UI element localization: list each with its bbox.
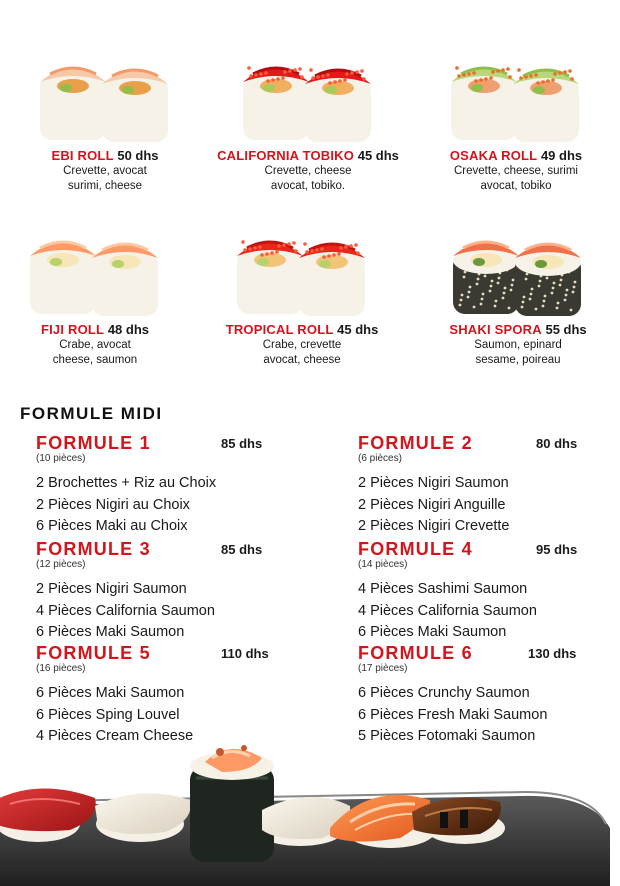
menu-item-osaka-roll <box>421 50 611 194</box>
roll-description-line-1: Saumon, epinard <box>474 339 562 351</box>
formule-item: 2 Brochettes + Riz au Choix <box>36 475 217 491</box>
tropical-roll-image <box>227 224 377 316</box>
formule-item: 5 Pièces Fotomaki Saumon <box>358 728 536 744</box>
roll-description-line-2: sesame, poireau <box>475 354 561 366</box>
formule-item: 6 Pièces Maki au Choix <box>36 518 188 534</box>
formule-item: 6 Pièces Sping Louvel <box>36 706 180 723</box>
roll-name: FIJI ROLL <box>40 322 105 337</box>
roll-description-line-1: Crevette, cheese <box>264 165 352 177</box>
formule-name: FORMULE 2 <box>358 433 473 453</box>
formule-1 <box>36 433 286 538</box>
ebi-roll-image <box>30 50 180 142</box>
formule-item: 4 Pièces California Saumon <box>36 602 215 619</box>
menu-item-fiji-roll <box>0 224 190 368</box>
shaki-spora-image <box>443 224 593 316</box>
formule-item: 4 Pièces California Saumon <box>358 602 537 619</box>
formule-item: 2 Pièces Nigiri Saumon <box>36 581 187 597</box>
roll-description-line-1: Crabe, crevette <box>262 339 342 351</box>
formule-pieces: (10 pièces) <box>36 453 86 464</box>
formule-pieces: (16 pièces) <box>36 663 86 674</box>
roll-description-line-2: avocat, cheese <box>263 354 341 366</box>
roll-price: 50 dhs <box>117 148 159 163</box>
roll-description-line-2: cheese, saumon <box>52 354 138 366</box>
roll-price: 55 dhs <box>545 322 587 337</box>
formule-item: 6 Pièces Maki Saumon <box>36 624 185 640</box>
formule-item: 6 Pièces Crunchy Saumon <box>358 685 530 701</box>
formule-price: 110 dhs <box>221 646 269 661</box>
formule-3 <box>36 539 286 644</box>
roll-description-line-1: Crevette, cheese, surimi <box>454 165 578 177</box>
formule-item: 2 Pièces Nigiri Crevette <box>358 518 510 534</box>
section-title-formule-midi: FORMULE MIDI <box>20 404 163 423</box>
formule-item: 4 Pièces Cream Cheese <box>36 728 194 744</box>
formule-5 <box>36 643 286 748</box>
formule-4 <box>358 539 608 644</box>
menu-item-shaki-spora <box>423 224 613 368</box>
formule-price: 130 dhs <box>528 646 577 661</box>
formule-pieces: (17 pièces) <box>358 663 408 674</box>
roll-price: 45 dhs <box>357 148 399 163</box>
roll-name: CALIFORNIA TOBIKO <box>217 148 355 163</box>
roll-description-line-2: avocat, tobiko. <box>270 180 346 192</box>
formule-price: 80 dhs <box>536 436 578 451</box>
formule-price: 95 dhs <box>536 542 578 557</box>
formule-name: FORMULE 3 <box>36 539 151 559</box>
menu-item-tropical-roll <box>207 224 397 368</box>
roll-description-line-1: Crabe, avocat <box>59 339 131 351</box>
formule-name: FORMULE 6 <box>358 643 473 663</box>
sushi-platter-image <box>0 738 620 886</box>
roll-name: OSAKA ROLL <box>449 148 538 163</box>
roll-description-line-2: surimi, cheese <box>67 180 143 192</box>
roll-name: SHAKI SPORA <box>449 322 542 337</box>
menu-item-california-tobiko <box>213 50 403 194</box>
roll-price: 49 dhs <box>540 148 583 163</box>
roll-description-line-1: Crevette, avocat <box>63 165 147 177</box>
roll-price: 48 dhs <box>107 322 149 337</box>
menu-item-ebi-roll <box>10 50 200 194</box>
formule-pieces: (12 pièces) <box>36 559 86 570</box>
formule-name: FORMULE 5 <box>36 643 151 663</box>
formule-item: 2 Pièces Nigiri au Choix <box>36 496 190 513</box>
formule-price: 85 dhs <box>221 542 263 557</box>
roll-price: 45 dhs <box>337 322 379 337</box>
formule-item: 6 Pièces Maki Saumon <box>36 685 185 701</box>
formule-item: 6 Pièces Fresh Maki Saumon <box>358 706 548 723</box>
formule-2 <box>358 433 608 538</box>
roll-name: TROPICAL ROLL <box>225 322 334 337</box>
osaka-roll-image <box>441 50 591 142</box>
roll-name: EBI ROLL <box>51 148 114 163</box>
formule-item: 4 Pièces Sashimi Saumon <box>358 581 528 597</box>
formule-price: 85 dhs <box>221 436 263 451</box>
formule-name: FORMULE 4 <box>358 539 473 559</box>
roll-description-line-2: avocat, tobiko <box>480 180 552 192</box>
formule-name: FORMULE 1 <box>36 433 151 453</box>
fiji-roll-image <box>20 224 170 316</box>
california-tobiko-image <box>233 50 383 142</box>
formule-item: 2 Pièces Nigiri Anguille <box>358 496 506 513</box>
formule-pieces: (6 pièces) <box>358 453 402 464</box>
formule-6 <box>358 643 608 748</box>
formule-item: 6 Pièces Maki Saumon <box>358 624 507 640</box>
formule-item: 2 Pièces Nigiri Saumon <box>358 475 509 491</box>
formule-pieces: (14 pièces) <box>358 559 408 570</box>
